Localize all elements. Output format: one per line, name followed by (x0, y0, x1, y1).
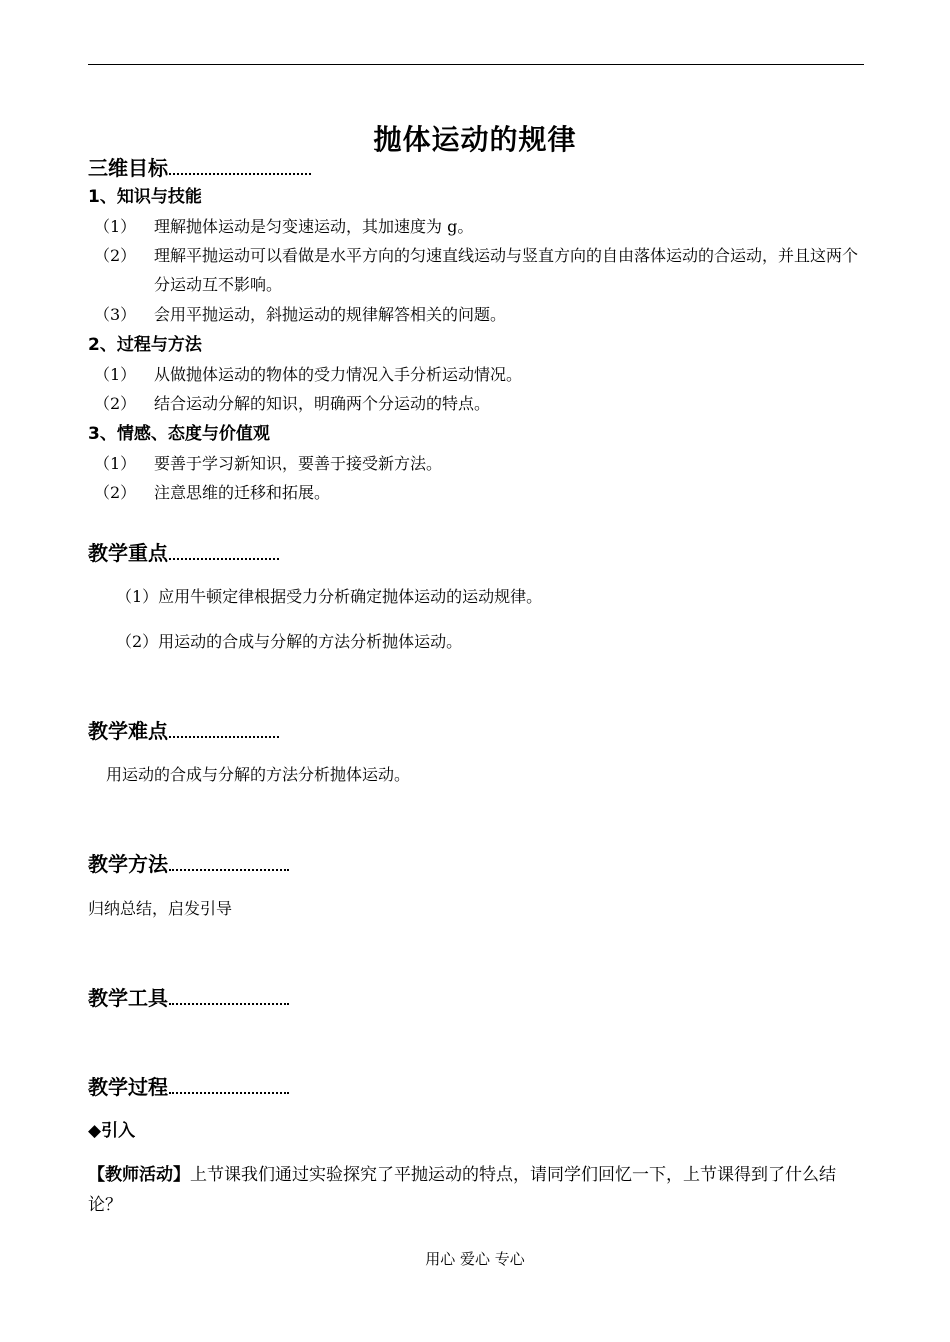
heading-text: 教学方法 (88, 852, 168, 876)
item-number: （2） (94, 246, 137, 265)
page-title: 抛体运动的规律 (373, 123, 577, 156)
teacher-activity-label: 【教师活动】 (88, 1165, 190, 1185)
item-number: （3） (94, 305, 137, 324)
item-number: （2） (94, 394, 137, 413)
item-text: 要善于学习新知识，要善于接受新方法。 (154, 454, 443, 473)
dotted-leader (169, 724, 279, 738)
header-rule (88, 64, 864, 65)
section-heading-goals (88, 156, 311, 180)
teacher-activity (88, 1160, 864, 1220)
item-text: 理解平抛运动可以看做是水平方向的匀速直线运动与竖直方向的自由落体运动的合运动，并且这两个分运动互不影响。 (154, 246, 859, 294)
intro-title: ◆引入 (88, 1121, 136, 1141)
item-number: （1） (94, 365, 137, 384)
dotted-leader (169, 991, 289, 1005)
item-text: 注意思维的迁移和拓展。 (154, 483, 331, 502)
methods-text: 归纳总结，启发引导 (88, 899, 233, 918)
item-text: 理解抛体运动是匀变速运动，其加速度为 g。 (154, 217, 474, 236)
item-text: 结合运动分解的知识，明确两个分运动的特点。 (154, 394, 491, 413)
subheading-attitude: 3、情感、态度与价值观 (88, 424, 270, 444)
key-point-2: （2）用运动的合成与分解的方法分析抛体运动。 (116, 632, 463, 651)
difficulty-text: 用运动的合成与分解的方法分析抛体运动。 (106, 765, 411, 784)
heading-text: 三维目标 (88, 156, 168, 180)
dotted-leader (169, 161, 311, 175)
section-heading-key-points (88, 541, 279, 565)
heading-text: 教学过程 (88, 1075, 168, 1099)
section-heading-process (88, 1075, 289, 1099)
dotted-leader (169, 857, 289, 871)
heading-text: 教学工具 (88, 986, 168, 1010)
dotted-leader (169, 1080, 289, 1094)
subheading-knowledge: 1、知识与技能 (88, 187, 202, 207)
key-point-1: （1）应用牛顿定律根据受力分析确定抛体运动的运动规律。 (116, 587, 543, 606)
heading-text: 教学难点 (88, 719, 168, 743)
item-number: （1） (94, 217, 137, 236)
dotted-leader (169, 546, 279, 560)
item-number: （2） (94, 483, 137, 502)
item-text: 会用平抛运动，斜抛运动的规律解答相关的问题。 (154, 305, 507, 324)
heading-text: 教学重点 (88, 541, 168, 565)
teacher-activity-text: 上节课我们通过实验探究了平抛运动的特点，请同学们回忆一下，上节课得到了什么结论？ (88, 1165, 836, 1215)
page-footer: 用心 爱心 专心 (425, 1250, 525, 1268)
section-heading-methods (88, 852, 289, 876)
section-heading-difficulties (88, 719, 279, 743)
section-heading-tools (88, 986, 289, 1010)
subheading-process: 2、过程与方法 (88, 335, 202, 355)
item-text: 从做抛体运动的物体的受力情况入手分析运动情况。 (154, 365, 523, 384)
item-number: （1） (94, 454, 137, 473)
